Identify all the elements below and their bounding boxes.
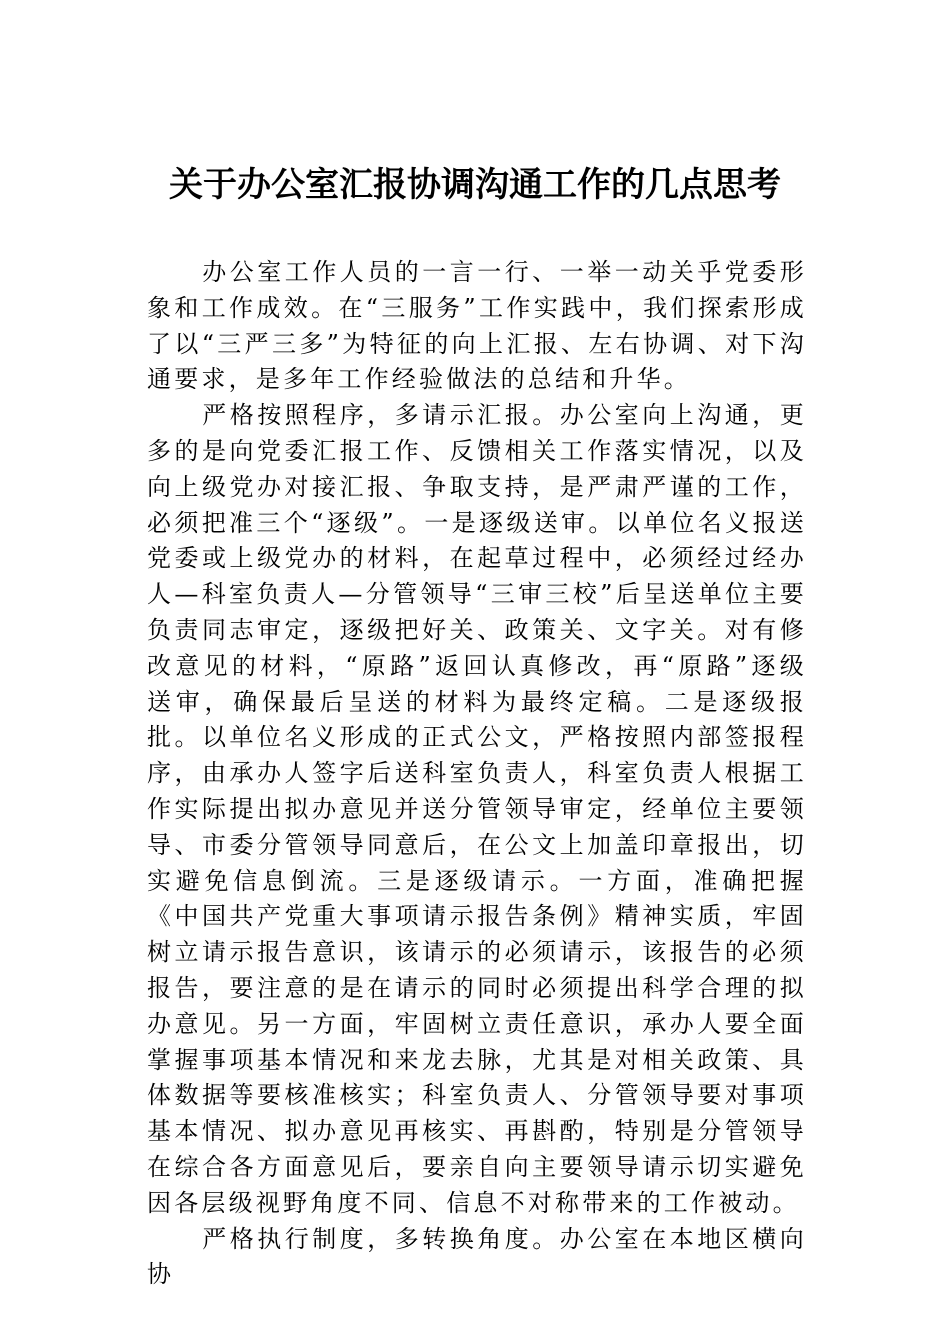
document-body bbox=[147, 255, 807, 1293]
paragraph-intro: 办公室工作人员的一言一行、一举一动关乎党委形象和工作成效。在“三服务”工作实践中，我们探索形成了以“三严三多”为特征的向上汇报、左右协调、对下沟通要求，是多年工作经验做法的总结和升华。 bbox=[147, 258, 807, 394]
paragraph-reporting: 严格按照程序，多请示汇报。办公室向上沟通，更多的是向党委汇报工作、反馈相关工作落实情况，以及向上级党办对接汇报、争取支持，是严肃严谨的工作，必须把准三个“逐级”。一是逐级送审。以单位名义报送党委或上级党办的材料，在起草过程中，必须经过经办人—科室负责人—分管领导“三审三校”后呈送单位主要负责同志审定，逐级把好关、政策关、文字关。对有修改意见的材料，“原路”返回认真修改，再“原路”逐级送审，确保最后呈送的材料为最终定稿。二是逐级报批。以单位名义形成的正式公文，严格按照内部签报程序，由承办人签字后送科室负责人，科室负责人根据工作实际提出拟办意见并送分管领导审定，经单位主要领导、市委分管领导同意后，在公文上加盖印章报出，切实避免信息倒流。三是逐级请示。一方面，准确把握《中国共产党重大事项请示报告条例》精神实质，牢固树立请示报告意识，该请示的必须请示，该报告的必须报告，要注意的是在请示的同时必须提出科学合理的拟办意见。另一方面，牢固树立责任意识，承办人要全面掌握事项基本情况和来龙去脉，尤其是对相关政策、具体数据等要核准核实；科室负责人、分管领导要对事项基本情况、拟办意见再核实、再斟酌，特别是分管领导在综合各方面意见后，要亲自向主要领导请示切实避免因各层级视野角度不同、信息不对称带来的工作被动。 bbox=[147, 401, 807, 1217]
paragraph-coordination: 严格执行制度，多转换角度。办公室在本地区横向协 bbox=[147, 1224, 807, 1289]
document-title: 关于办公室汇报协调沟通工作的几点思考 bbox=[169, 165, 781, 205]
